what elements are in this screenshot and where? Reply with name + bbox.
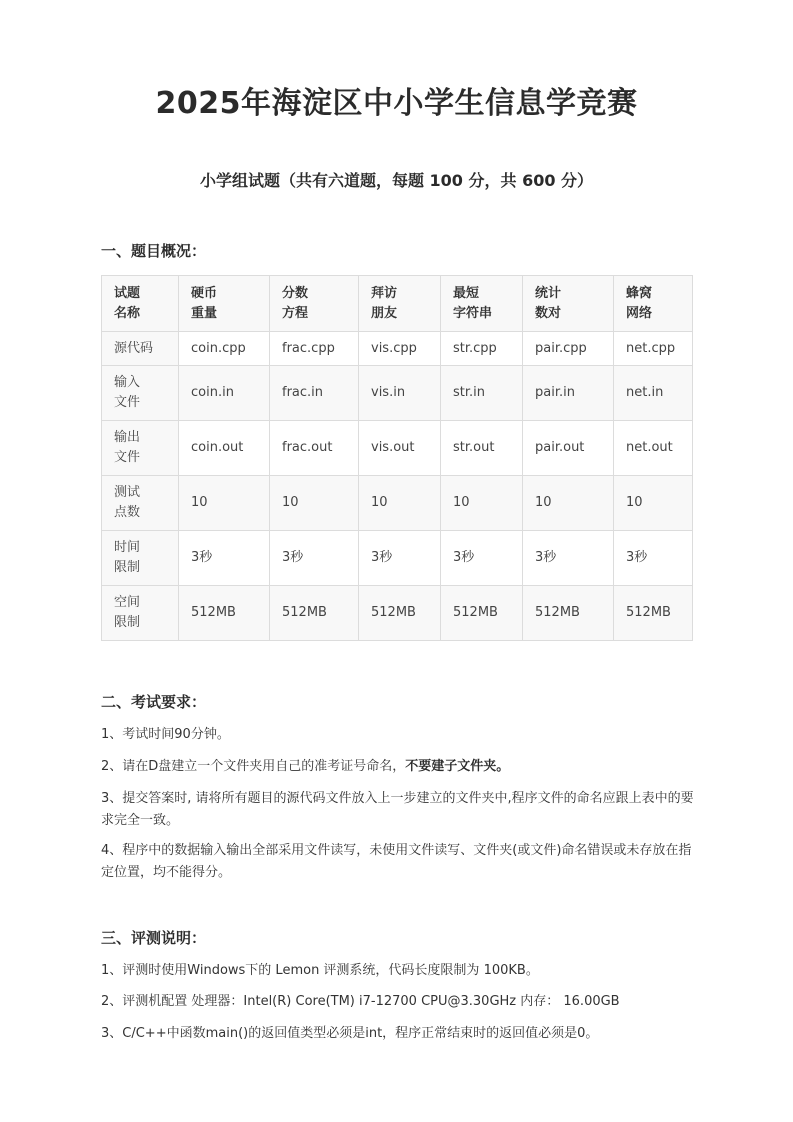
table-cell: 3秒 xyxy=(614,531,693,586)
table-cell: 10 xyxy=(270,476,359,531)
row-label: 输出 文件 xyxy=(102,421,179,476)
table-header-cell: 蜂窝 网络 xyxy=(614,276,693,332)
requirement-item: 3、提交答案时, 请将所有题目的源代码文件放入上一步建立的文件夹中,程序文件的命名应跟上表中的要求完全一致。 xyxy=(101,791,694,828)
table-header-cell: 试题 名称 xyxy=(102,276,179,332)
table-cell: 10 xyxy=(523,476,614,531)
section-evaluation-heading: 三、评测说明： xyxy=(101,929,207,947)
row-label: 源代码 xyxy=(102,332,179,366)
overview-table xyxy=(101,275,693,641)
table-cell: 10 xyxy=(179,476,270,531)
table-cell: 3秒 xyxy=(270,531,359,586)
table-row xyxy=(102,476,693,531)
table-cell: 512MB xyxy=(614,586,693,641)
table-cell: frac.cpp xyxy=(270,332,359,366)
table-cell: 512MB xyxy=(359,586,441,641)
table-row xyxy=(102,531,693,586)
table-cell: 3秒 xyxy=(441,531,523,586)
table-header-cell: 硬币 重量 xyxy=(179,276,270,332)
table-header-row xyxy=(102,276,693,332)
table-cell: 512MB xyxy=(270,586,359,641)
table-cell: str.cpp xyxy=(441,332,523,366)
requirement-item: 2、请在D盘建立一个文件夹用自己的准考证号命名，不要建子文件夹。 xyxy=(101,759,510,774)
evaluation-item: 3、C/C++中函数main()的返回值类型必须是int，程序正常结束时的返回值必须是0。 xyxy=(101,1026,599,1041)
table-cell: frac.in xyxy=(270,366,359,421)
table-cell: str.in xyxy=(441,366,523,421)
section-overview-heading: 一、题目概况： xyxy=(101,242,207,260)
section-requirements-heading: 二、考试要求： xyxy=(101,693,207,711)
table-cell: coin.out xyxy=(179,421,270,476)
table-cell: 10 xyxy=(614,476,693,531)
table-cell: 512MB xyxy=(523,586,614,641)
table-cell: net.out xyxy=(614,421,693,476)
table-cell: 3秒 xyxy=(359,531,441,586)
table-header-cell: 统计 数对 xyxy=(523,276,614,332)
table-cell: pair.in xyxy=(523,366,614,421)
table-cell: frac.out xyxy=(270,421,359,476)
table-cell: net.cpp xyxy=(614,332,693,366)
page-subtitle: 小学组试题（共有六道题，每题 100 分，共 600 分） xyxy=(199,171,594,190)
table-cell: 3秒 xyxy=(179,531,270,586)
table-cell: pair.out xyxy=(523,421,614,476)
table-row xyxy=(102,366,693,421)
requirement-item: 1、考试时间90分钟。 xyxy=(101,727,230,742)
table-cell: 10 xyxy=(359,476,441,531)
requirement-item: 4、程序中的数据输入输出全部采用文件读写，未使用文件读写、文件夹(或文件)命名错误或未存放在指定位置，均不能得分。 xyxy=(101,843,692,880)
table-cell: 512MB xyxy=(179,586,270,641)
page-title: 2025年海淀区中小学生信息学竞赛 xyxy=(155,86,638,121)
table-header-cell: 拜访 朋友 xyxy=(359,276,441,332)
row-label: 测试 点数 xyxy=(102,476,179,531)
row-label: 时间 限制 xyxy=(102,531,179,586)
table-cell: vis.cpp xyxy=(359,332,441,366)
table-row xyxy=(102,332,693,366)
evaluation-item: 1、评测时使用Windows下的 Lemon 评测系统，代码长度限制为 100KB。 xyxy=(101,963,539,978)
table-header-cell: 分数 方程 xyxy=(270,276,359,332)
table-cell: 10 xyxy=(441,476,523,531)
table-cell: str.out xyxy=(441,421,523,476)
table-cell: 3秒 xyxy=(523,531,614,586)
table-cell: net.in xyxy=(614,366,693,421)
table-cell: coin.cpp xyxy=(179,332,270,366)
evaluation-item: 2、评测机配置 处理器：Intel(R) Core(TM) i7-12700 CPU@3.30GHz 内存： 16.00GB xyxy=(101,994,620,1009)
table-cell: 512MB xyxy=(441,586,523,641)
table-cell: vis.in xyxy=(359,366,441,421)
table-row xyxy=(102,421,693,476)
table-header-cell: 最短 字符串 xyxy=(441,276,523,332)
row-label: 输入 文件 xyxy=(102,366,179,421)
table-cell: coin.in xyxy=(179,366,270,421)
table-cell: pair.cpp xyxy=(523,332,614,366)
row-label: 空间 限制 xyxy=(102,586,179,641)
table-cell: vis.out xyxy=(359,421,441,476)
table-row xyxy=(102,586,693,641)
